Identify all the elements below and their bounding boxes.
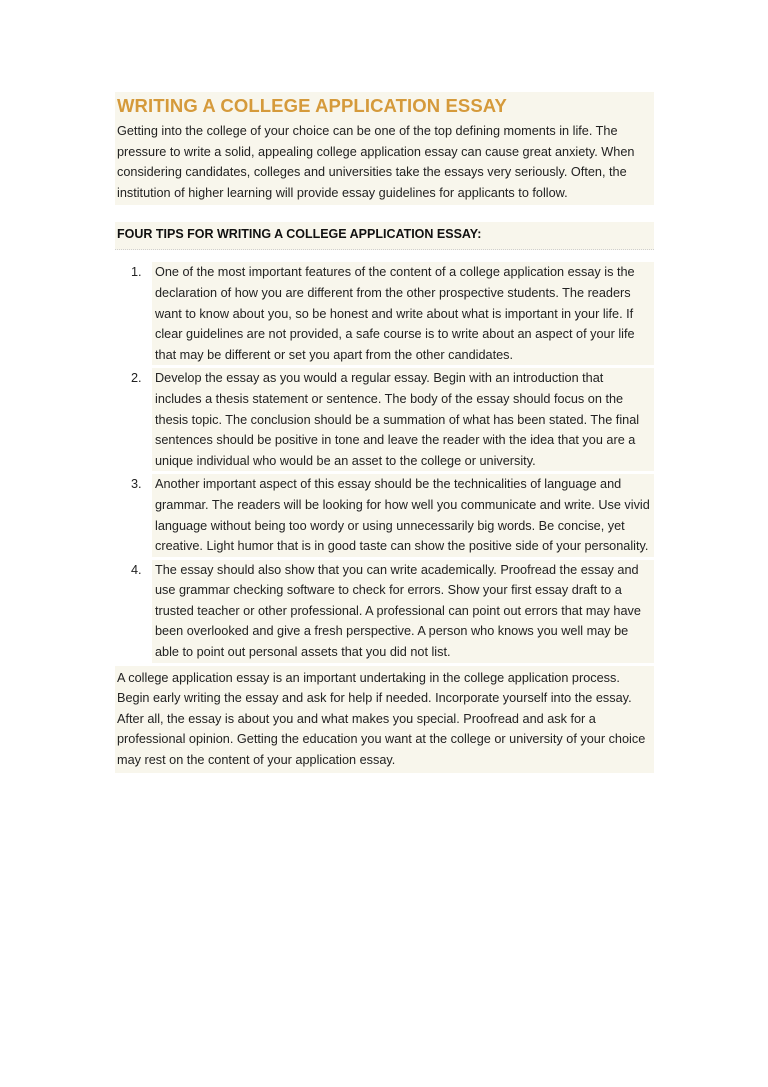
tip-number: 2. (131, 371, 142, 386)
tip-text: Develop the essay as you would a regular essay. Begin with an introduction that includes a thesis statement or sentence. The body of the essay should focus on the thesis topic. The conclusion should be a summation of what has been stated. The final sentences should be positive in tone and leave the reader with the idea that you are a unique individual who would be an asset to the college or university. (152, 368, 654, 471)
intro-section (115, 92, 654, 205)
tip-item-3 (115, 474, 654, 556)
tips-list (115, 262, 654, 662)
conclusion-section (115, 666, 654, 773)
tip-item-2 (115, 368, 654, 471)
tips-heading: FOUR TIPS FOR WRITING A COLLEGE APPLICATION ESSAY: (115, 222, 654, 250)
intro-paragraph: Getting into the college of your choice can be one of the top defining moments in life. The pressure to write a solid, appealing college application essay can cause great anxiety. When considering candidates, colleges and universities take the essays very seriously. Often, the institution of higher learning will provide essay guidelines for applicants to follow. (117, 124, 635, 200)
tips-heading-section (115, 222, 654, 250)
document-page (115, 92, 654, 773)
tip-item-1 (115, 262, 654, 365)
tip-number: 4. (131, 562, 142, 577)
conclusion-paragraph: A college application essay is an important undertaking in the college application process. Begin early writing the essay and ask for help if needed. Incorporate yourself into the essay. After all, the essay is about you and what makes you special. Proofread and ask for a professional opinion. Getting the education you want at the college or university of your choice may rest on the content of your application essay. (117, 670, 646, 768)
tip-number: 1. (131, 265, 142, 280)
document-title: WRITING A COLLEGE APPLICATION ESSAY (117, 95, 507, 116)
tip-text: Another important aspect of this essay should be the technicalities of language and grammar. The readers will be looking for how well you communicate and write. Use vivid language without being too wordy or using unnecessarily big words. Be concise, yet creative. Light humor that is in good taste can show the positive side of your personality. (152, 474, 654, 556)
tip-text: The essay should also show that you can write academically. Proofread the essay and use grammar checking software to check for errors. Show your first essay draft to a trusted teacher or other professional. A professional can point out errors that may have been overlooked and give a fresh perspective. A person who knows you well may be able to point out personal assets that you did not list. (152, 560, 654, 663)
tip-text: One of the most important features of the content of a college application essay is the declaration of how you are different from the other prospective students. The readers want to know about you, so be honest and write about what is important in your life. If clear guidelines are not provided, a safe course is to write about an aspect of your life that may be different or set you apart from the other candidates. (152, 262, 654, 365)
tip-number: 3. (131, 477, 142, 492)
tip-item-4 (115, 560, 654, 663)
